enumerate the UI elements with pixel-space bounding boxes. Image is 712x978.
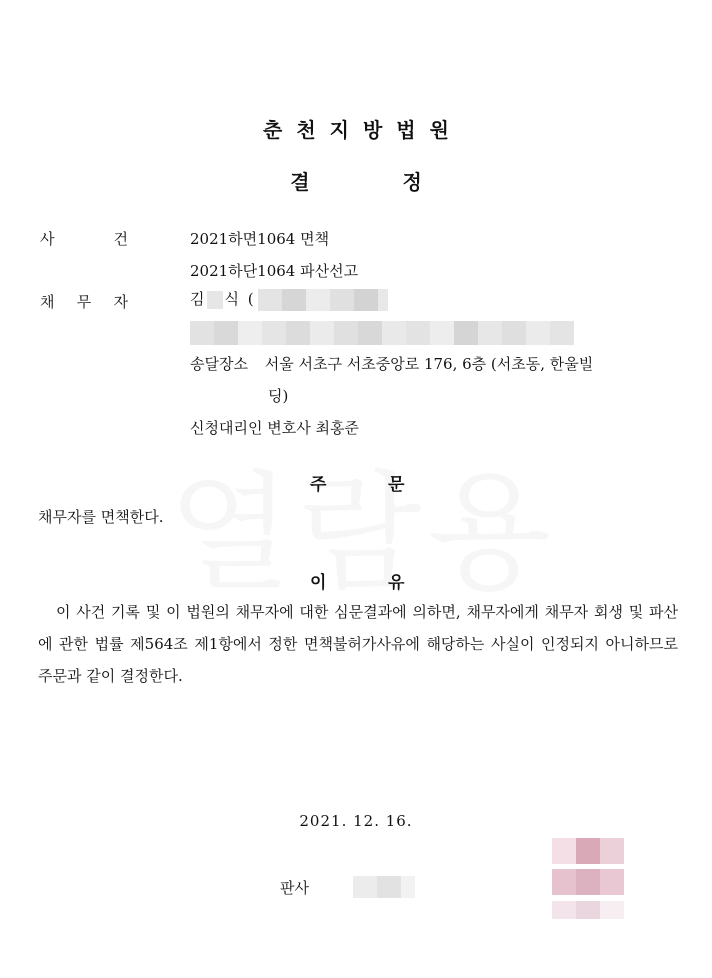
redacted-judge-name — [353, 876, 415, 898]
redacted-id — [258, 289, 388, 311]
attorney: 신청대리인 변호사 최홍준 — [190, 419, 359, 437]
debtor-label-char: 자 — [113, 293, 128, 311]
debtor-name-first: 김 — [190, 290, 205, 308]
judge-label: 판사 — [280, 878, 309, 897]
paren-open: ( — [247, 290, 254, 308]
judge-line — [280, 876, 415, 898]
debtor-label-char: 채 — [40, 293, 55, 311]
service-address-label: 송달장소 — [190, 355, 248, 373]
court-seal — [552, 838, 624, 924]
order-heading-char: 주 — [310, 475, 327, 495]
reason-paragraph — [38, 596, 678, 692]
case-label-char: 사 — [40, 230, 55, 248]
debtor-name — [190, 288, 388, 311]
watermark — [168, 430, 557, 614]
reason-heading-char: 이 — [310, 573, 327, 593]
document-type: 결 정 — [290, 170, 422, 194]
debtor-label-char: 무 — [76, 293, 92, 311]
reason-text: 이 사건 기록 및 이 법원의 채무자에 대한 심문결과에 의하면, 채무자에게 채무자 회생 및 파산에 관한 법률 제564조 제1항에서 정한 면책불허가사유에 해당하는 사실이 인정되지 아니하므로 주문과 같이 결정한다. — [38, 603, 678, 685]
redacted-address — [190, 321, 574, 345]
case-number-2: 2021하단1064 파산선고 — [190, 262, 359, 280]
order-text: 채무자를 면책한다. — [38, 508, 164, 526]
case-label-char: 건 — [113, 230, 128, 248]
decision-date: 2021. 12. 16. — [299, 812, 413, 830]
redacted-address-blocks — [190, 321, 574, 345]
case-number-1: 2021하면1064 면책 — [190, 230, 330, 248]
court-name: 춘천지방법원 — [263, 118, 463, 142]
debtor-name-last: 식 — [224, 290, 239, 308]
case-label — [40, 228, 128, 249]
debtor-label — [40, 291, 128, 312]
reason-heading-char: 유 — [388, 573, 405, 593]
order-heading-char: 문 — [388, 475, 405, 495]
redacted-block — [207, 291, 223, 309]
service-address-line1: 서울 서초구 서초중앙로 176, 6층 (서초동, 한울빌 — [264, 355, 594, 373]
service-address — [190, 353, 593, 374]
service-address-line2: 딩) — [268, 387, 289, 405]
